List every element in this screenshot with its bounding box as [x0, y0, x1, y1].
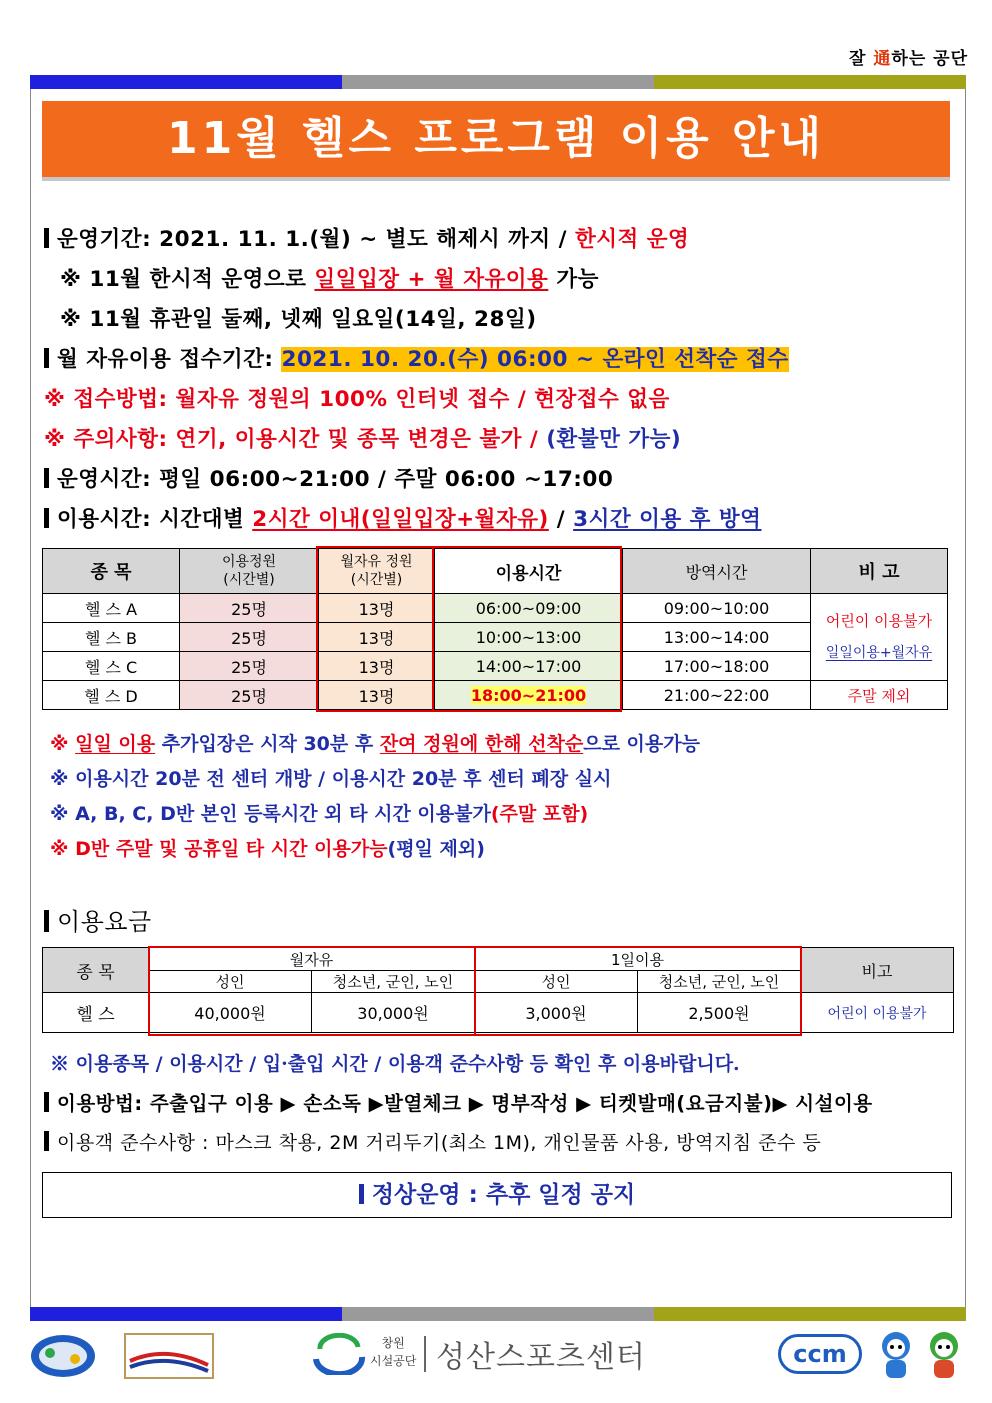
note-2: ※ 이용시간 20분 전 센터 개방 / 이용시간 20분 후 센터 폐장 실시: [50, 768, 612, 790]
bottom-color-bar: [30, 1307, 966, 1321]
normal-operation-box: 정상운영 : 추후 일정 공지: [42, 1172, 952, 1218]
row-time: 18:00~21:00: [435, 681, 623, 710]
table-row: [43, 681, 948, 710]
clean-city-logo: [30, 1333, 96, 1379]
row-time: 14:00~17:00: [435, 652, 623, 681]
caution-line: ※ 주의사항: 연기, 이용시간 및 종목 변경은 불가 / (환불만 가능): [44, 427, 682, 452]
method-line: ※ 접수방법: 월자유 정원의 100% 인터넷 접수 / 현장접수 없음: [44, 387, 670, 412]
mascot-green-icon: [920, 1330, 968, 1382]
row-item: 헬 스 A: [43, 594, 180, 623]
fee-remark: 어린이 이용불가: [801, 993, 954, 1033]
row-monthly: 13명: [319, 623, 435, 652]
table-row: [43, 594, 948, 623]
registration-line: 월 자유이용 접수기간: 2021. 10. 20.(수) 06:00 ~ 온라인 선착순 접수: [44, 342, 789, 373]
header-capacity: 이용정원 (시간별): [180, 549, 319, 594]
procedure-line: 이용방법: 주출입구 이용 ▶ 손소독 ▶발열체크 ▶ 명부작성 ▶ 티켓발매(요금지불)▶ 시설이용: [44, 1088, 873, 1116]
fee-daily-adult: 3,000원: [475, 993, 638, 1033]
row-disinfect: 21:00~22:00: [623, 681, 811, 710]
fees-section-title: 이용요금: [44, 902, 152, 937]
row-disinfect: 17:00~18:00: [623, 652, 811, 681]
row-time: 10:00~13:00: [435, 623, 623, 652]
fee-header-adult: 성인: [475, 971, 638, 993]
fee-header-monthly: 월자유: [149, 948, 475, 971]
row-capacity: 25명: [180, 681, 319, 710]
page-title: 11월 헬스 프로그램 이용 안내: [42, 101, 950, 181]
note-1: ※ 일일 이용 추가입장은 시작 30분 후 잔여 정원에 한해 선착순으로 이용가능: [50, 733, 700, 755]
note-4: ※ D반 주말 및 공휴일 타 시간 이용가능(평일 제외): [50, 838, 485, 860]
row-item: 헬 스 D: [43, 681, 180, 710]
slogan: 잘 通하는 공단: [849, 49, 968, 69]
header-time: 이용시간: [435, 549, 623, 594]
ccm-logo: ccm: [778, 1334, 862, 1374]
row-monthly: 13명: [319, 652, 435, 681]
row-capacity: 25명: [180, 594, 319, 623]
row-disinfect: 09:00~10:00: [623, 594, 811, 623]
fee-daily-youth: 2,500원: [638, 993, 801, 1033]
row-monthly: 13명: [319, 681, 435, 710]
fee-row: [43, 993, 954, 1033]
row-monthly: 13명: [319, 594, 435, 623]
header-monthly: 월자유 정원 (시간별): [319, 549, 435, 594]
header-remark: 비 고: [811, 549, 948, 594]
period-line: 운영기간: 2021. 11. 1.(월) ~ 별도 해제시 까지 / 한시적 운영: [44, 222, 689, 253]
note-line-2: ※ 11월 휴관일 둘째, 넷째 일요일(14일, 28일): [60, 307, 537, 332]
note-3: ※ A, B, C, D반 본인 등록시간 외 타 시간 이용불가(주말 포함): [50, 803, 589, 825]
fee-monthly-youth: 30,000원: [312, 993, 475, 1033]
fee-monthly-adult: 40,000원: [149, 993, 312, 1033]
header-disinfect: 방역시간: [623, 549, 811, 594]
usage-line: 이용시간: 시간대별 2시간 이내(일일입장+월자유) / 3시간 이용 후 방역: [44, 502, 761, 533]
fee-header-item: 종 목: [43, 948, 149, 993]
row-capacity: 25명: [180, 652, 319, 681]
center-name: 성산스포츠센터: [436, 1340, 646, 1375]
fee-header-daily: 1일이용: [475, 948, 801, 971]
remark-weekend: 주말 제외: [811, 681, 948, 710]
fee-header-remark: 비고: [801, 948, 954, 993]
remark-cell: [811, 594, 948, 681]
top-color-bar: [30, 75, 966, 89]
remark-daily: 일일이용+월자유: [825, 645, 933, 661]
schedule-table: [42, 548, 948, 710]
header-item: 종 목: [43, 549, 180, 594]
check-notice: ※ 이용종목 / 이용시간 / 입·출입 시간 / 이용객 준수사항 등 확인 후 이용바랍니다.: [50, 1053, 740, 1075]
logo-divider: [424, 1336, 426, 1372]
changwon-logo-text: 창원 시설공단: [370, 1336, 417, 1368]
remark-children: 어린이 이용불가: [825, 612, 933, 630]
fee-header-youth: 청소년, 군인, 노인: [312, 971, 475, 993]
rules-line: 이용객 준수사항 : 마스크 착용, 2M 거리두기(최소 1M), 개인물품 사용, 방역지침 준수 등: [44, 1128, 821, 1155]
row-disinfect: 13:00~14:00: [623, 623, 811, 652]
fee-header-youth: 청소년, 군인, 노인: [638, 971, 801, 993]
fee-item: 헬 스: [43, 993, 149, 1033]
mascot-blue-icon: [872, 1330, 920, 1382]
row-item: 헬 스 B: [43, 623, 180, 652]
row-capacity: 25명: [180, 623, 319, 652]
note-line-1: ※ 11월 한시적 운영으로 일일입장 + 월 자유이용 가능: [60, 267, 599, 292]
fee-table: [42, 947, 954, 1033]
hours-line: 운영시간: 평일 06:00~21:00 / 주말 06:00 ~17:00: [44, 462, 613, 493]
row-item: 헬 스 C: [43, 652, 180, 681]
changwon-logo-icon: [310, 1333, 370, 1375]
fee-header-adult: 성인: [149, 971, 312, 993]
row-time: 06:00~09:00: [435, 594, 623, 623]
certificate-logo: [124, 1333, 214, 1379]
